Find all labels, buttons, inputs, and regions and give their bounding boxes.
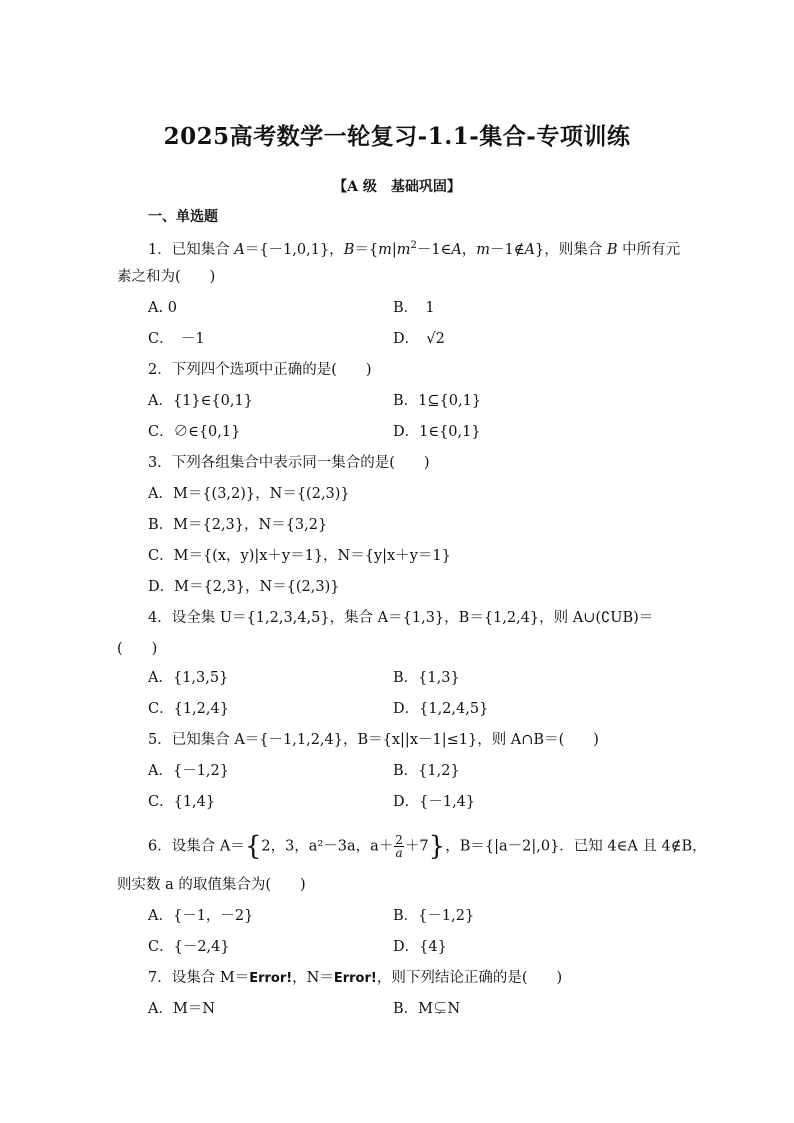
question-5-option-b: B．{1,2} xyxy=(393,763,460,779)
question-5-option-d: D．{－1,4} xyxy=(393,794,476,810)
question-2-stem: 2．下列四个选项中正确的是( ) xyxy=(148,362,372,378)
question-6-option-c: C．{－2,4} xyxy=(148,939,230,955)
question-7-option-a: A．M＝N xyxy=(148,1001,216,1017)
section-heading: 一、单选题 xyxy=(148,209,218,225)
question-1-stem: 1．已知集合 A＝{－1,0,1}，$B=\{m|m^2-1\in A$，m－1∉A}，则集合 B 中所有元 xyxy=(148,240,681,258)
question-2-option-c: C．∅∈{0,1} xyxy=(148,424,241,440)
question-3-option-d: D．M＝{2,3}，N＝{(2,3)} xyxy=(148,579,340,595)
question-6-stem: 6．设集合 A＝{2，3，a²－3a，a＋ $\frac{2}{a}$ ＋7}，B＝{|a－2|,0}．已知 4∈A 且 4∉B， xyxy=(148,831,707,862)
question-7-stem: 7．设集合 M＝Error!，N＝Error!，则下列结论正确的是( ) xyxy=(148,970,563,986)
question-4-option-c: C．{1,2,4} xyxy=(148,701,229,717)
question-4-cont: ( ) xyxy=(117,641,158,657)
level-subtitle: 【A 级 基础巩固】 xyxy=(333,179,461,195)
question-3-option-b: B．M＝{2,3}，N＝{3,2} xyxy=(148,517,328,533)
question-2-option-b: B．1⊆{0,1} xyxy=(393,393,482,409)
question-6-cont: 则实数 a 的取值集合为( ) xyxy=(117,877,306,893)
question-2-option-a: A．{1}∈{0,1} xyxy=(148,393,253,409)
question-2-option-d: D．1∈{0,1} xyxy=(393,424,481,440)
question-1-option-c: C． －1 xyxy=(148,331,205,347)
fraction: $\frac{2}{a}$ xyxy=(395,833,403,860)
question-6-option-a: A．{－1，－2} xyxy=(148,908,254,924)
page-title: 2025高考数学一轮复习-1.1-集合-专项训练 xyxy=(163,123,631,150)
sqrt-expression: √2 xyxy=(426,331,445,347)
question-3-option-a: A．M＝{(3,2)}，N＝{(2,3)} xyxy=(148,486,350,502)
question-1-cont: 素之和为( ) xyxy=(117,269,216,285)
question-3-option-c: C．M＝{(x，y)|x＋y＝1}，N＝{y|x＋y＝1} xyxy=(148,548,451,564)
question-1-option-d: D． √2 xyxy=(393,331,445,347)
question-1-option-a: A. 0 xyxy=(148,300,177,316)
question-7-option-b: B．M⊊N xyxy=(393,1001,461,1017)
question-5-stem: 5．已知集合 A＝{－1,1,2,4}，B＝{x||x－1|≤1}，则 A∩B＝( ) xyxy=(148,732,599,748)
question-5-option-c: C．{1,4} xyxy=(148,794,216,810)
question-4-option-d: D．{1,2,4,5} xyxy=(393,701,489,717)
question-4-stem: 4．设全集 U＝{1,2,3,4,5}，集合 A＝{1,3}，B＝{1,2,4}，则 A∪(∁UB)＝ xyxy=(148,610,654,626)
question-6-option-b: B．{－1,2} xyxy=(393,908,475,924)
question-6-option-d: D．{4} xyxy=(393,939,447,955)
question-4-option-a: A．{1,3,5} xyxy=(148,670,229,686)
error-placeholder: Error! xyxy=(249,971,293,986)
question-3-stem: 3．下列各组集合中表示同一集合的是( ) xyxy=(148,455,430,471)
question-4-option-b: B．{1,3} xyxy=(393,670,460,686)
question-1-option-b: B． 1 xyxy=(393,300,435,316)
question-5-option-a: A．{－1,2} xyxy=(148,763,229,779)
error-placeholder: Error! xyxy=(333,971,377,986)
